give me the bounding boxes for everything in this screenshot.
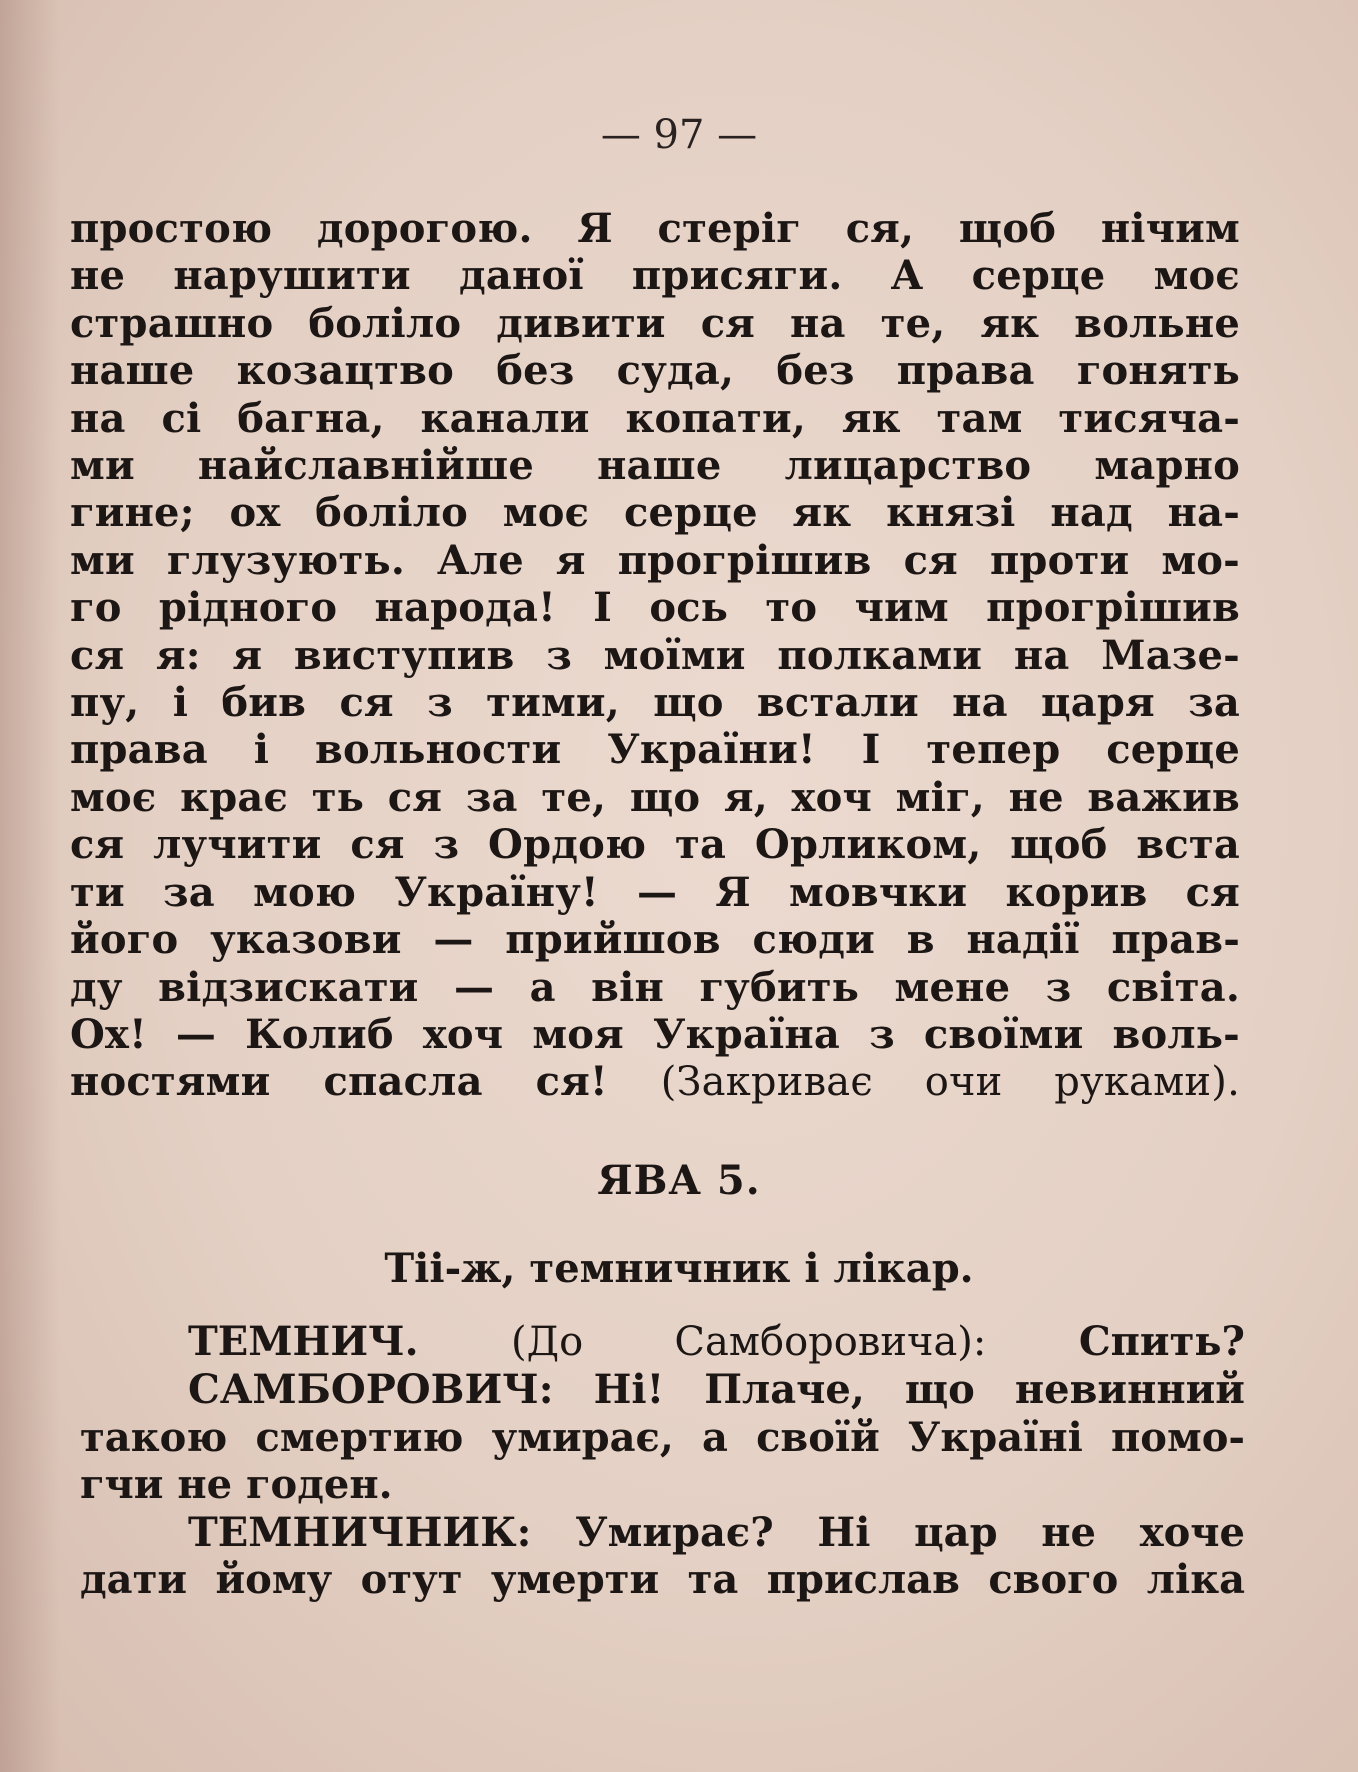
text-line-last <box>70 1058 1240 1106</box>
text-line: на сі багна, канали копати, як там тисяча- <box>70 394 1240 442</box>
monologue-text <box>70 205 1240 1107</box>
dialogue-block <box>80 1318 1245 1603</box>
dialogue-line: дати йому отут умерти та прислав свого ліка <box>80 1556 1245 1604</box>
scene-title: ЯВА 5. <box>597 1157 761 1204</box>
dialogue-paragraph <box>80 1366 1245 1413</box>
text-line: Ох! — Колиб хоч моя Україна з своїми воль- <box>70 1010 1240 1058</box>
dialogue-text: Спить? <box>1078 1318 1245 1365</box>
monologue-last-text: ностями спасла ся! <box>70 1058 608 1106</box>
text-line: ся я: я виступив з моїми полками на Мазе- <box>70 631 1240 679</box>
text-line: страшно боліло дивити ся на те, як вольне <box>70 299 1240 347</box>
text-line: ми глузують. Але я прогрішив ся проти мо- <box>70 536 1240 584</box>
page-number: — 97 — <box>600 112 758 158</box>
text-line: права і вольности України! І тепер серце <box>70 726 1240 774</box>
scene-cast: Тіі-ж, темничник і лікар. <box>384 1245 974 1292</box>
speaker-name: САМБОРОВИЧ: <box>188 1366 554 1414</box>
text-line: гине; ох боліло моє серце як князі над на- <box>70 489 1240 537</box>
speaker-name: ТЕМНИЧ. <box>188 1318 419 1365</box>
text-line: го рідного народа! І ось то чим прогрішив <box>70 584 1240 632</box>
text-line: пу, і бив ся з тими, що встали на царя за <box>70 679 1240 727</box>
dialogue-line: такою смертию умирає, а своїй Україні помо- <box>80 1413 1245 1461</box>
dialogue-line: гчи не годен. <box>80 1461 393 1509</box>
dialogue-text: Умирає? Ні цар не хоче <box>575 1508 1245 1556</box>
text-line: наше козацтво без суда, без права гонять <box>70 347 1240 395</box>
text-line: моє крає ть ся за те, що я, хоч міг, не важив <box>70 773 1240 821</box>
dialogue-paragraph <box>80 1318 1245 1366</box>
text-line: не нарушити даної присяги. А серце моє <box>70 252 1240 300</box>
dialogue-text: Ні! Плаче, що невинний <box>593 1366 1245 1414</box>
text-line: ми найславнійше наше лицарство марно <box>70 442 1240 490</box>
text-line: ду відзискати — а він губить мене з світа. <box>70 963 1240 1011</box>
dialogue-paragraph <box>80 1509 1245 1556</box>
speaker-name: ТЕМНИЧНИК: <box>188 1508 532 1556</box>
stage-direction: (До Самборовича): <box>511 1319 987 1365</box>
text-line: його указови — прийшов сюди в надії прав- <box>70 916 1240 964</box>
stage-direction: (Закриває очи руками). <box>660 1059 1240 1106</box>
text-line: простою дорогою. Я стеріг ся, щоб нічим <box>70 205 1240 252</box>
text-line: ся лучити ся з Ордою та Орликом, щоб вста <box>70 821 1240 869</box>
text-line: ти за мою Україну! — Я мовчки корив ся <box>70 868 1240 916</box>
